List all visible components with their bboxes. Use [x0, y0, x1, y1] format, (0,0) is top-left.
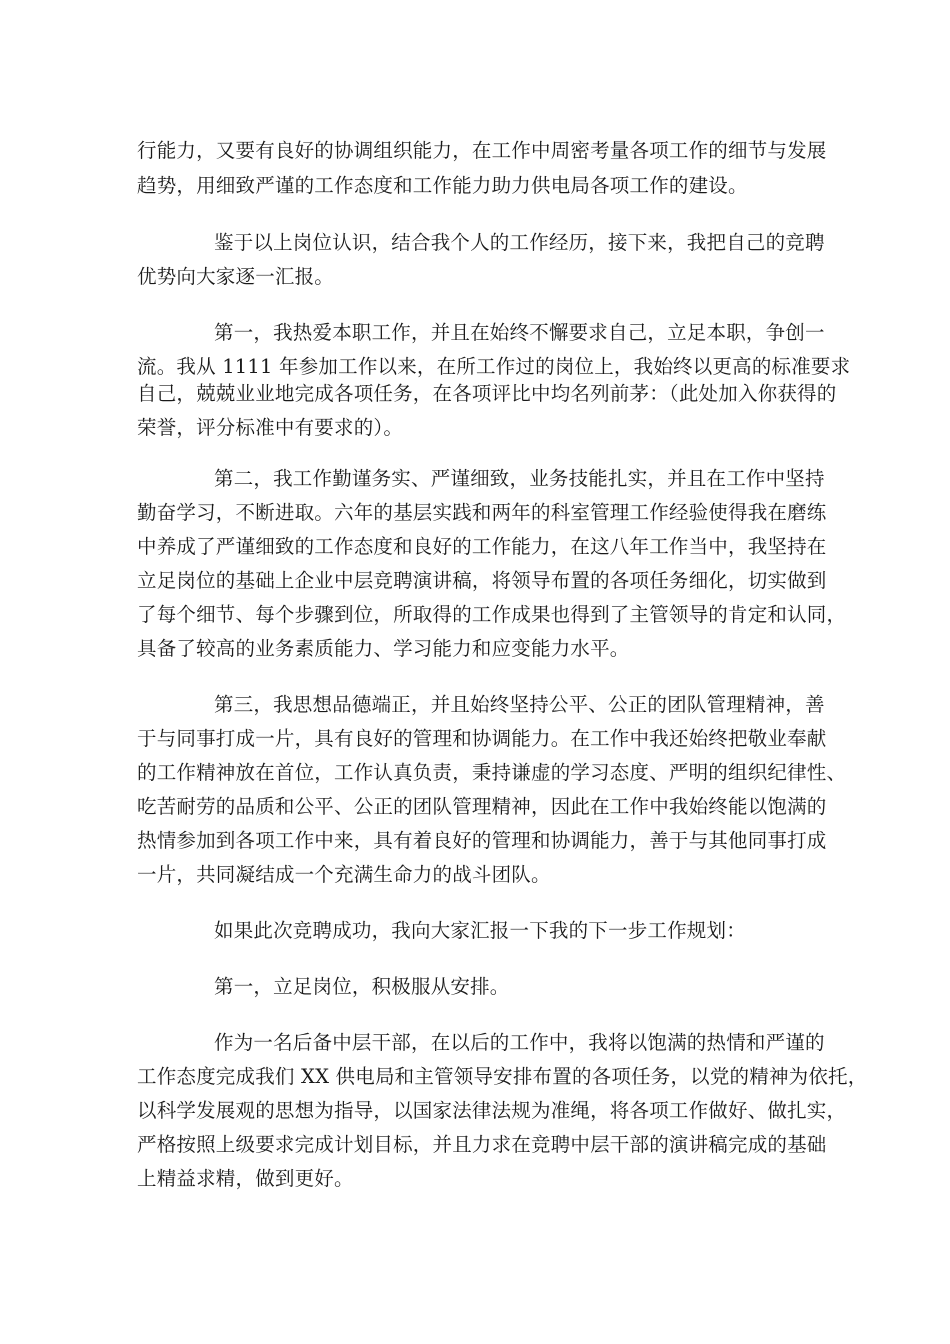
text-line: 鉴于以上岗位认识，结合我个人的工作经历，接下来，我把自己的竞聘	[214, 231, 825, 254]
text-line: 趋势，用细致严谨的工作态度和工作能力助力供电局各项工作的建设。	[137, 174, 748, 197]
text-line: 的工作精神放在首位，工作认真负责，秉持谦虚的学习态度、严明的组织纪律性、	[137, 761, 847, 784]
text-line: 中养成了严谨细致的工作态度和良好的工作能力，在这八年工作当中，我坚持在	[137, 535, 827, 558]
text-line: 作为一名后备中层干部，在以后的工作中，我将以饱满的热情和严谨的	[214, 1031, 825, 1054]
text-line: 热情参加到各项工作中来，具有着良好的管理和协调能力，善于与其他同事打成	[137, 829, 827, 852]
text-line: 以科学发展观的思想为指导，以国家法律法规为准绳，将各项工作做好、做扎实，	[137, 1099, 847, 1122]
text-line: 吃苦耐劳的品质和公平、公正的团队管理精神，因此在工作中我始终能以饱满的	[137, 795, 827, 818]
text-line: 于与同事打成一片，具有良好的管理和协调能力。在工作中我还始终把敬业奉献	[137, 727, 827, 750]
text-line: 具备了较高的业务素质能力、学习能力和应变能力水平。	[137, 637, 630, 660]
text-line: 工作态度完成我们 XX 供电局和主管领导安排布置的各项任务，以党的精神为依托，	[137, 1065, 868, 1088]
text-line: 优势向大家逐一汇报。	[137, 265, 335, 288]
text-line: 荣誉，评分标准中有要求的）。	[137, 416, 404, 439]
text-line: 如果此次竞聘成功，我向大家汇报一下我的下一步工作规划：	[214, 919, 746, 942]
text-line: 了每个细节、每个步骤到位，所取得的工作成果也得到了主管领导的肯定和认同，	[137, 603, 847, 626]
text-line: 勤奋学习，不断进取。六年的基层实践和两年的科室管理工作经验使得我在磨练	[137, 501, 827, 524]
text-line: 自己，兢兢业业地完成各项任务，在各项评比中均名列前茅：（此处加入你获得的	[137, 382, 837, 405]
text-line: 立足岗位的基础上企业中层竞聘演讲稿，将领导布置的各项任务细化，切实做到	[137, 569, 827, 592]
text-line: 第一，我热爱本职工作，并且在始终不懈要求自己，立足本职，争创一	[214, 321, 825, 344]
text-line: 第一，立足岗位，积极服从安排。	[214, 975, 510, 998]
text-line: 严格按照上级要求完成计划目标，并且力求在竞聘中层干部的演讲稿完成的基础	[137, 1133, 827, 1156]
text-line: 上精益求精，做到更好。	[137, 1167, 354, 1190]
text-line: 第二，我工作勤谨务实、严谨细致，业务技能扎实，并且在工作中坚持	[214, 467, 825, 490]
text-line: 行能力，又要有良好的协调组织能力，在工作中周密考量各项工作的细节与发展	[137, 139, 827, 162]
text-line: 一片，共同凝结成一个充满生命力的战斗团队。	[137, 863, 551, 886]
text-line: 第三，我思想品德端正，并且始终坚持公平、公正的团队管理精神，善	[214, 693, 825, 716]
text-line: 流。我从 1111 年参加工作以来，在所工作过的岗位上，我始终以更高的标准要求	[137, 355, 851, 378]
